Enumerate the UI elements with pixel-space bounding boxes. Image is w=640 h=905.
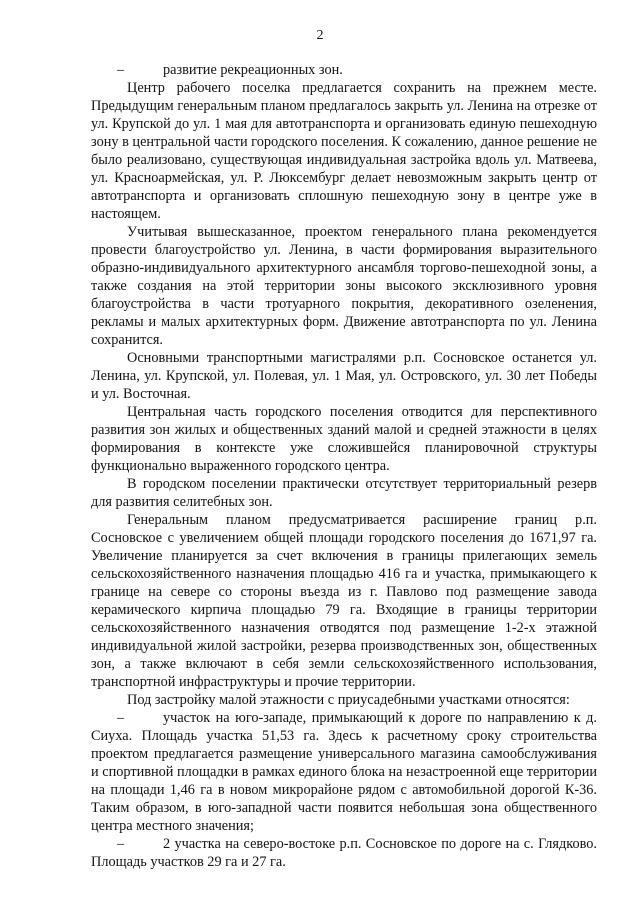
dash-marker: –: [117, 62, 125, 78]
paragraph: Под застройку малой этажности с приусадебными участками относятся:: [127, 692, 570, 708]
list-item-text: развитие рекреационных зон.: [163, 62, 343, 78]
paragraph: Генеральным планом предусматривается расширение границ р.п. Сосновское с увеличением общей площади городского поселения до 1671,97 га. Увеличение планируется за счет включения в границы прилегающих земель сельскохозяйственного назначения площадью 416 га и участка, примыкающего к границе на севере со стороны въезда из г. Павлово под размещение завода керамического кирпича площадью 79 га. Входящие в границы территории сельскохозяйственного назначения отводятся под размещение 1-2-х этажной индивидуальной жилой застройки, резерва производственных зон, общественных зон, а также включают в себя земли сельскохозяйственного использования, транспортной инфраструктуры и прочие территории.: [91, 512, 597, 690]
paragraph: Центральная часть городского поселения отводится для перспективного развития зон жилых и общественных зданий малой и средней этажности в целях формирования в контексте уже сложившейся планировочной структуры функционально выраженного городского центра.: [91, 404, 597, 474]
paragraph: Центр рабочего поселка предлагается сохранить на прежнем месте. Предыдущим генеральным планом предлагалось закрыть ул. Ленина на отрезке от ул. Крупской до ул. 1 мая для автотранспорта и организовать единую пешеходную зону в центральной части городского поселения. К сожалению, данное решение не было реализовано, существующая индивидуальная застройка вдоль ул. Матвеева, ул. Красноармейская, ул. Р. Люксембург делает невозможным закрыть центр от автотранспорта и организовать сплошную пешеходную зону в центре уже в настоящем.: [91, 80, 597, 222]
dash-marker: –: [117, 710, 125, 726]
list-item-text: 2 участка на северо-востоке р.п. Сосновское по дороге на с. Глядково. Площадь участков 29 га и 27 га.: [91, 836, 597, 870]
paragraph: Основными транспортными магистралями р.п. Сосновское останется ул. Ленина, ул. Крупской, ул. Полевая, ул. 1 Мая, ул. Островского, ул. 30 лет Победы и ул. Восточная.: [91, 350, 597, 402]
paragraph: В городском поселении практически отсутствует территориальный резерв для развития селитебных зон.: [91, 476, 597, 510]
list-item: [91, 835, 597, 871]
dash-marker: –: [117, 836, 125, 852]
page-number: 2: [316, 28, 324, 43]
paragraph: Учитывая вышесказанное, проектом генерального плана рекомендуется провести благоустройство ул. Ленина, в части формирования выразительного образно-индивидуального архитектурного ансамбля торгово-пешеходной зоны, а также создания на этой территории зоны высокого эксклюзивного уровня благоустройства в части тротуарного покрытия, декоративного озеленения, рекламы и малых архитектурных форм. Движение автотранспорта по ул. Ленина сохранится.: [91, 224, 597, 348]
list-item: [91, 61, 597, 79]
list-item: [91, 709, 597, 835]
document-body: [91, 61, 597, 871]
list-item-text: участок на юго-западе, примыкающий к дороге по направлению к д. Сиуха. Площадь участка 51,53 га. Здесь к расчетному сроку строительства проектом предлагается размещение универсального магазина самообслуживания и спортивной площадки в рамках единого блока на незастроенной еще территории на площади 1,46 га в новом микрорайоне рядом с автомобильной дорогой К-36. Таким образом, в юго-западной части появится небольшая зона общественного центра местного значения;: [91, 710, 597, 834]
